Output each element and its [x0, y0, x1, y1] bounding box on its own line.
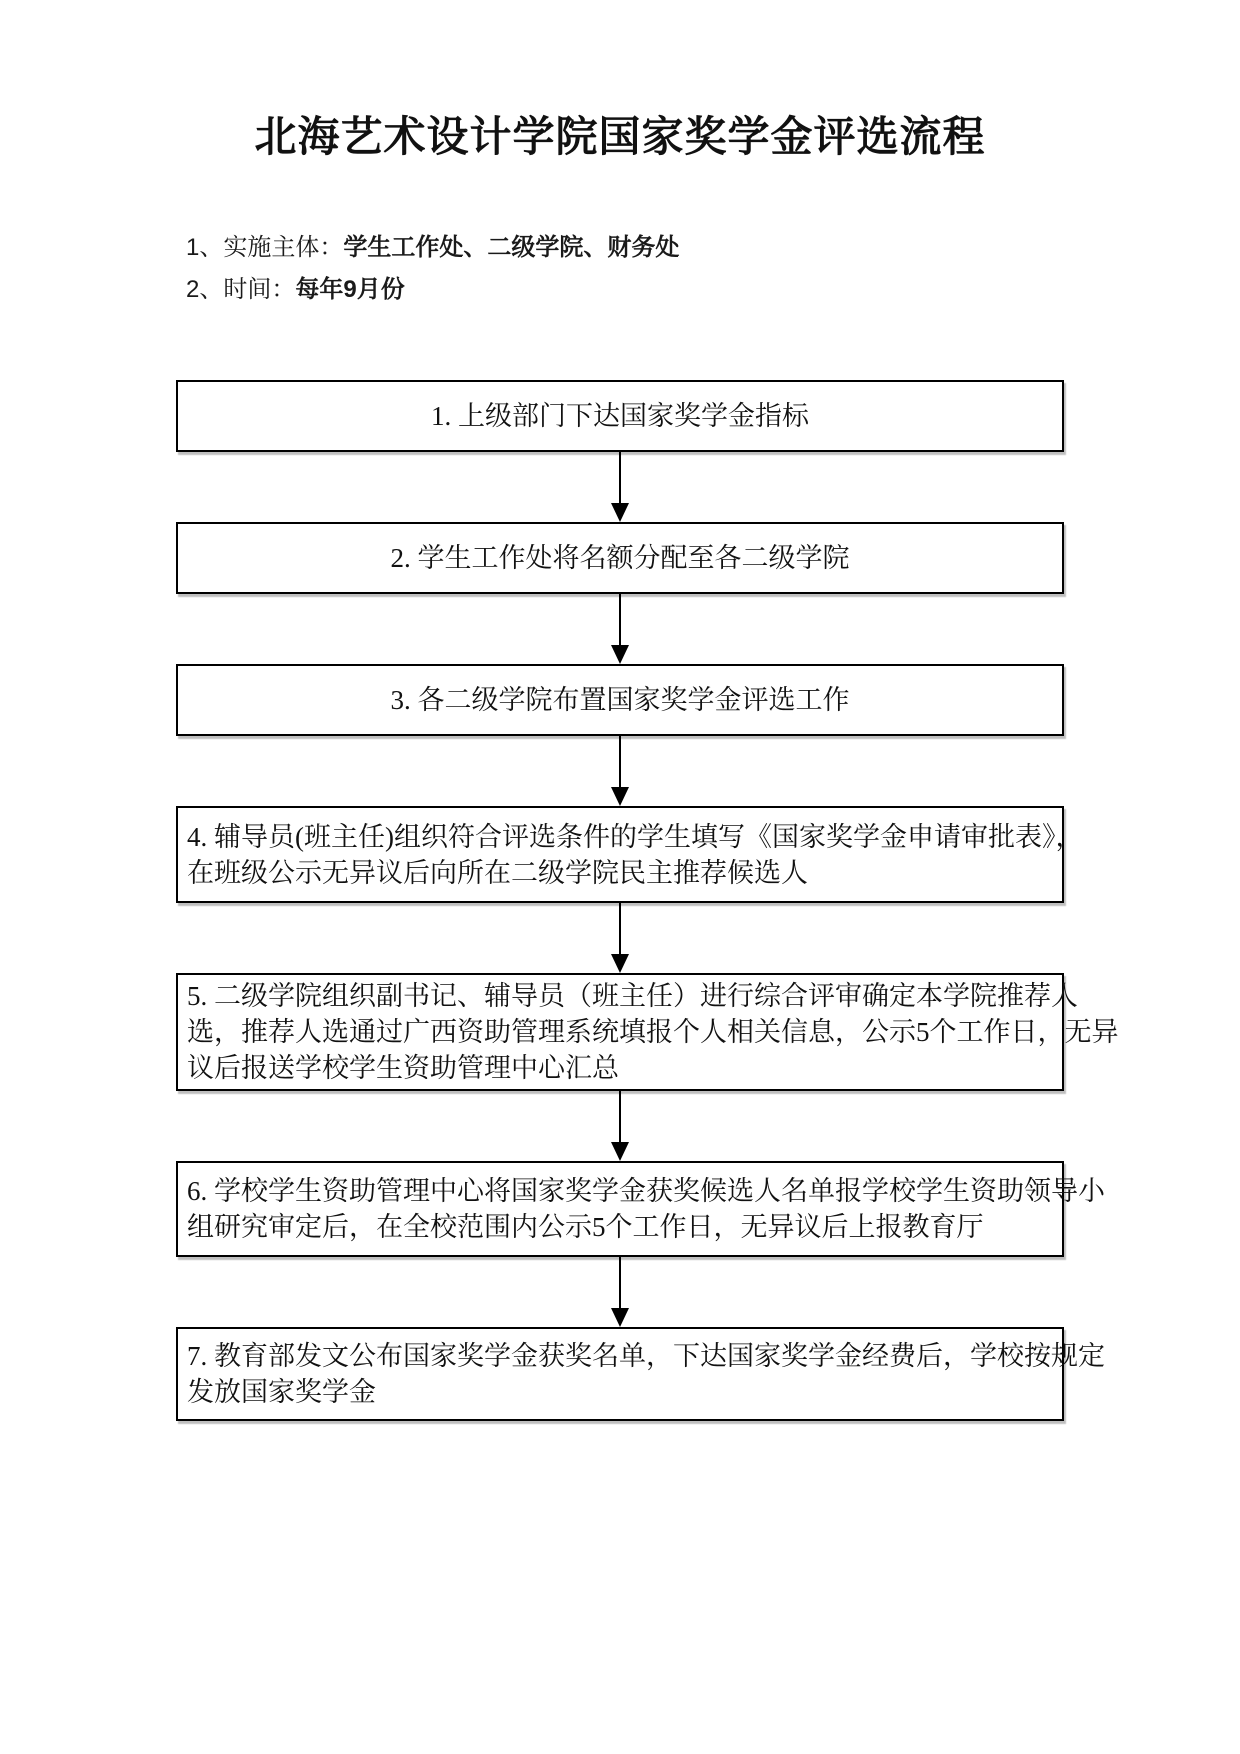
flow-step-2: [176, 522, 1064, 594]
arrow-shaft: [619, 594, 621, 645]
flowchart: [176, 380, 1119, 1421]
arrow-head: [611, 787, 629, 806]
arrow-shaft: [619, 1091, 621, 1142]
intro-time-label: 2、时间：: [186, 276, 296, 303]
arrow-head: [611, 503, 629, 522]
flow-step-4: [176, 806, 1083, 903]
flow-step-7-text-line-2: 发放国家奖学金: [187, 1377, 376, 1407]
flow-step-5: [176, 973, 1119, 1091]
flow-step-6: [176, 1161, 1105, 1257]
arrow-shaft: [619, 736, 621, 787]
flow-step-4-text-line-1: 4. 辅导员(班主任)组织符合评选条件的学生填写《国家奖学金申请审批表》，: [187, 821, 1083, 852]
intro-item-time: [186, 275, 1240, 305]
arrow-down-icon: [176, 736, 1064, 806]
intro-implementers-value: 学生工作处、二级学院、财务处: [343, 234, 680, 261]
flow-step-3-text: 3. 各二级学院布置国家奖学金评选工作: [390, 685, 850, 715]
arrow-down-icon: [176, 452, 1064, 522]
flow-step-5-text-line-2: 选，推荐人选通过广西资助管理系统填报个人相关信息，公示5个工作日，无异: [187, 1017, 1119, 1047]
flow-step-7: [176, 1327, 1105, 1421]
page-title: [0, 112, 1240, 162]
arrow-head: [611, 645, 629, 664]
flow-step-5-text-line-3: 议后报送学校学生资助管理中心汇总: [187, 1053, 619, 1083]
arrow-down-icon: [176, 1257, 1064, 1327]
title-emphasis: 北海: [254, 113, 341, 160]
title-rest: 艺术设计学院国家奖学金评选流程: [340, 113, 986, 160]
intro-time-value: 每年9月份: [295, 276, 405, 303]
arrow-shaft: [619, 452, 621, 503]
arrow-head: [611, 1142, 629, 1161]
flow-step-1-text: 1. 上级部门下达国家奖学金指标: [431, 401, 809, 431]
arrow-head: [611, 954, 629, 973]
flow-step-2-text: 2. 学生工作处将名额分配至各二级学院: [390, 543, 850, 573]
intro-section: [186, 233, 1240, 305]
arrow-down-icon: [176, 903, 1064, 973]
intro-implementers-label: 1、实施主体：: [186, 234, 344, 261]
intro-item-implementers: [186, 233, 1240, 263]
flow-step-5-text-line-1: 5. 二级学院组织副书记、辅导员（班主任）进行综合评审确定本学院推荐人: [187, 981, 1078, 1011]
flow-step-6-text-line-2: 组研究审定后，在全校范围内公示5个工作日，无异议后上报教育厅: [187, 1212, 984, 1242]
flow-step-1: [176, 380, 1064, 452]
flow-step-3: [176, 664, 1064, 736]
arrow-shaft: [619, 903, 621, 954]
flow-step-6-text-line-1: 6. 学校学生资助管理中心将国家奖学金获奖候选人名单报学校学生资助领导小: [187, 1176, 1105, 1206]
arrow-head: [611, 1308, 629, 1327]
arrow-down-icon: [176, 594, 1064, 664]
flow-step-7-text-line-1: 7. 教育部发文公布国家奖学金获奖名单，下达国家奖学金经费后，学校按规定: [187, 1341, 1105, 1371]
arrow-shaft: [619, 1257, 621, 1308]
arrow-down-icon: [176, 1091, 1064, 1161]
flow-step-4-text-line-2: 在班级公示无异议后向所在二级学院民主推荐候选人: [187, 857, 808, 888]
